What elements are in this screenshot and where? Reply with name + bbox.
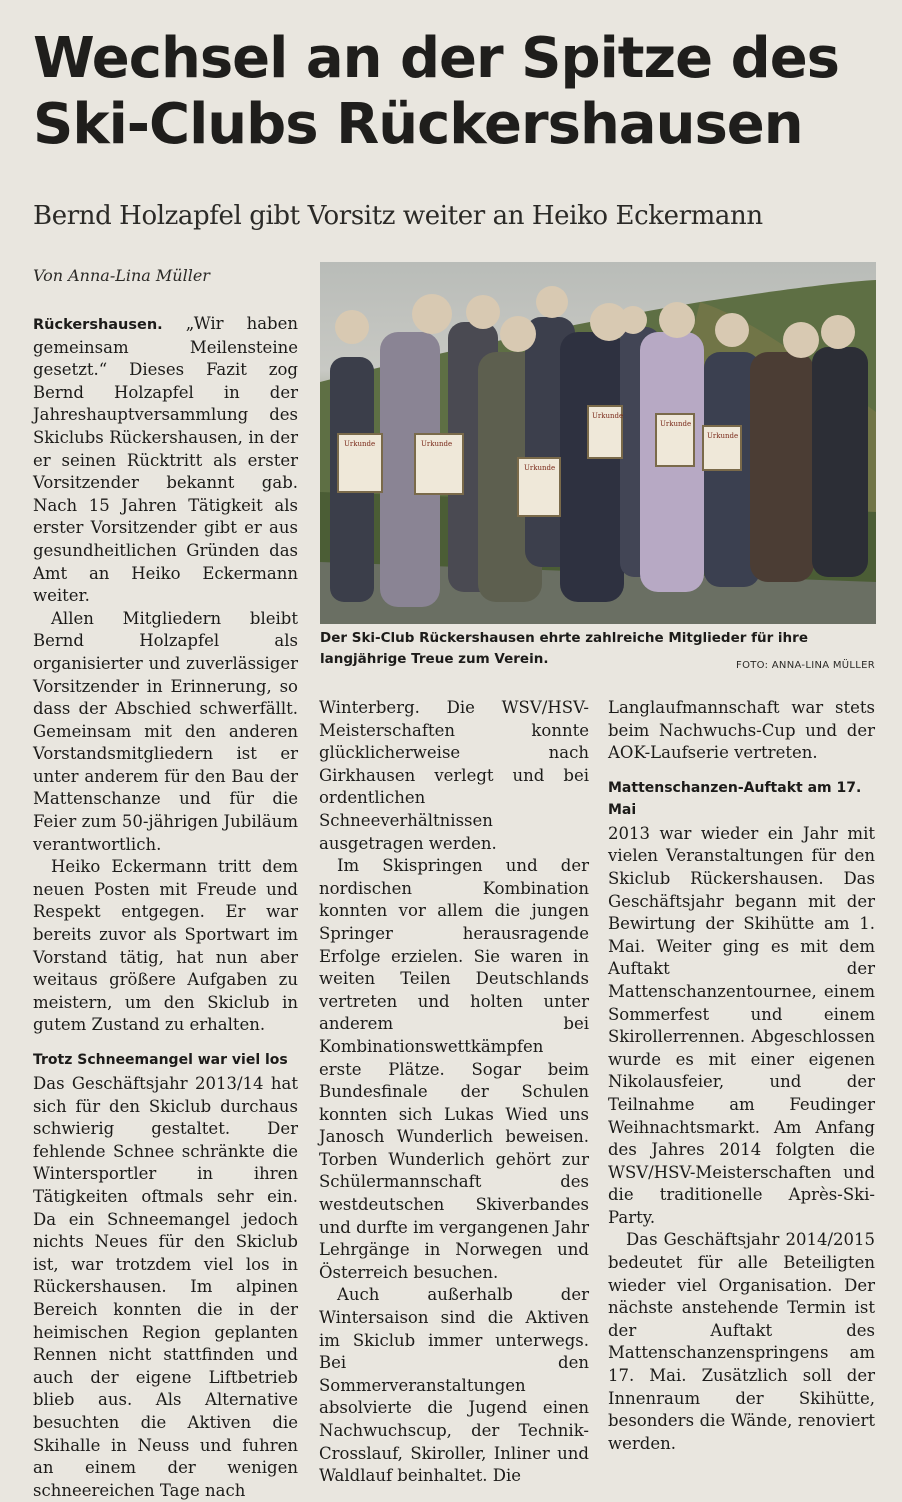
certificate-label: Urkunde (707, 432, 739, 440)
certificate-label: Urkunde (344, 440, 376, 448)
article-paragraph: Winterberg. Die WSV/HSV-Meisterschaften konnte glücklicherweise nach Girkhausen verlegt und bei ordentlichen Schneeverhältnissen ausgetragen werden. (319, 698, 589, 853)
article-paragraph: Das Geschäftsjahr 2014/2015 bedeutet für alle Beteiligten wieder viel Organisation. Der nächste anstehende Termin ist der Auftakt des Mattenschanzenspringens am 17. Mai. Zusätzlich soll der Innenraum der Skihütte, besonders die Wände, renoviert werden. (608, 1230, 875, 1453)
article-paragraph-lead (33, 313, 298, 608)
article-column-2 (319, 697, 589, 1488)
subheadline: Bernd Holzapfel gibt Vorsitz weiter an Heiko Eckermann (33, 201, 763, 231)
section-subheading: Mattenschanzen-Auftakt am 17. Mai (608, 779, 862, 818)
article-paragraph: Heiko Eckermann tritt dem neuen Posten mit Freude und Respekt entgegen. Er war bereits zuvor als Sportwart im Vorstand tätig, hat nun aber weitaus größere Aufgaben zu meistern, um den Skiclub in gutem Zustand zu erhalten. (33, 857, 298, 1035)
certificate-label: Urkunde (660, 420, 692, 428)
certificate-label: Urkunde (421, 440, 453, 448)
photo-credit: FOTO: ANNA-LINA MÜLLER (736, 660, 875, 671)
lead-text: „Wir haben gemeinsam Meilensteine gesetzt.“ Dieses Fazit zog Bernd Holzapfel in der Jahreshauptversammlung des Skiclubs Rückershausen, in der er seinen Rücktritt als erster Vorsitzender bekannt gab. Nach 15 Jahren Tätigkeit als erster Vorsitzender gibt er aus gesundheitlichen Gründen das Amt an Heiko Eckermann weiter. (33, 314, 298, 606)
group-photo-illustration (320, 262, 876, 624)
article-column-3 (608, 697, 875, 1455)
headline: Wechsel an der Spitze des Ski-Clubs Rückershausen (33, 26, 840, 157)
article-paragraph: Langlaufmannschaft war stets beim Nachwuchs-Cup und der AOK-Laufserie vertreten. (608, 698, 875, 763)
group-photo (320, 262, 876, 624)
dateline: Rückershausen. (33, 317, 163, 333)
article-paragraph: 2013 war wieder ein Jahr mit vielen Veranstaltungen für den Skiclub Rückershausen. Das Geschäftsjahr begann mit der Bewirtung der Skihütte am 1. Mai. Weiter ging es mit dem Auftakt der Mattenschanzentournee, einem Sommerfest und einem Skirollerrennen. Abgeschlossen wurde es mit einer eigenen Nikolausfeier, und der Teilnahme am Feudinger Weihnachtsmarkt. Am Anfang des Jahres 2014 folgten die WSV/HSV-Meisterschaften und die traditionelle Après-Ski-Party. (608, 823, 875, 1227)
certificate-label: Urkunde (524, 464, 556, 472)
article-column-1 (33, 313, 298, 1502)
section-subheading: Trotz Schneemangel war viel los (33, 1052, 288, 1068)
byline: Von Anna-Lina Müller (33, 266, 210, 285)
certificate-label: Urkunde (592, 412, 624, 420)
photo-caption: Der Ski-Club Rückershausen ehrte zahlreiche Mitglieder für ihre langjährige Treue zum Verein. (320, 630, 808, 667)
article-paragraph: Allen Mitgliedern bleibt Bernd Holzapfel als organisierter und zuverlässiger Vorsitzender in Erinnerung, so dass der Abschied schwerfällt. Gemeinsam mit den anderen Vorstandsmitgliedern ist er unter anderem für den Bau der Mattenschanze und für die Feier zum 50-jährigen Jubiläum verantwortlich. (33, 608, 298, 854)
article-paragraph: Das Geschäftsjahr 2013/14 hat sich für den Skiclub durchaus schwierig gestaltet. Der fehlende Schnee schränkte die Wintersportler in ihren Tätigkeiten oftmals sehr ein. Da ein Schneemangel jedoch nichts Neues für den Skiclub ist, war trotzdem viel los in Rückershausen. Im alpinen Bereich konnten die in der heimischen Region geplanten Rennen nicht stattfinden und auch der eigene Liftbetrieb blieb aus. Als Alternative besuchten die Aktiven die Skihalle in Neuss und fuhren an einem der wenigen schneereichen Tage nach (33, 1074, 298, 1500)
article-paragraph: Im Skispringen und der nordischen Kombination konnten vor allem die jungen Springer herausragende Erfolge erzielen. Sie waren in weiten Teilen Deutschlands vertreten und holten unter anderem bei Kombinationswettkämpfen erste Plätze. Sogar beim Bundesfinale der Schulen konnten sich Lukas Wied uns Janosch Wunderlich beweisen. Torben Wunderlich gehört zur Schülermannschaft des westdeutschen Skiverbandes und durfte im vergangenen Jahr Lehrgänge in Norwegen und Österreich besuchen. (319, 856, 589, 1282)
article-paragraph: Auch außerhalb der Wintersaison sind die Aktiven im Skiclub immer unterwegs. Bei den Sommerveranstaltungen absolvierte die Jugend einen Nachwuchscup, der Technik-Crosslauf, Skiroller, Inliner und Waldlauf beinhaltet. Die (319, 1285, 589, 1486)
